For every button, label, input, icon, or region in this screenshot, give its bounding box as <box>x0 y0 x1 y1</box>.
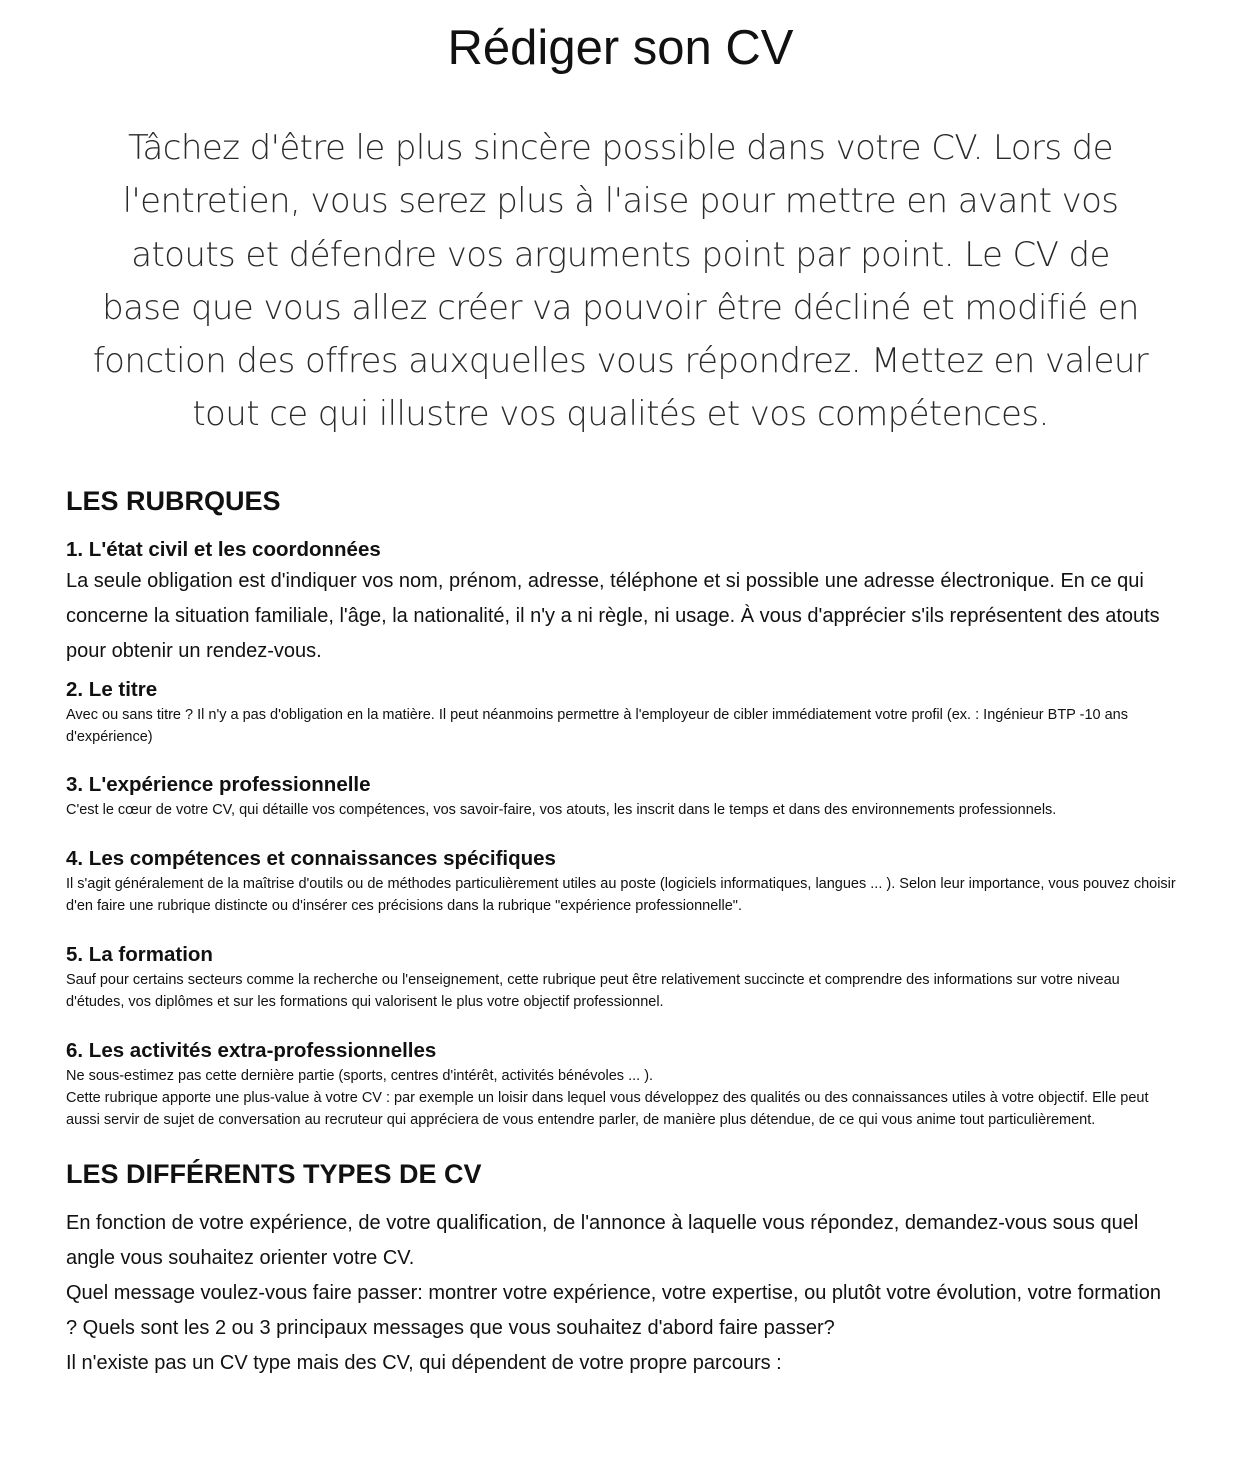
rubrique-text-competences: Il s'agit généralement de la maîtrise d'outils ou de méthodes particulièrement utiles au poste (logiciels informatiques, langues ... ). Selon leur importance, vous pouvez choisir d'en faire une rubrique distincte ou d'insérer ces précisions dans la rubrique "expérience professionnelle". <box>66 876 1176 914</box>
rubrique-title-competences: 4. Les compétences et connaissances spécifiques <box>66 847 556 870</box>
rubrique-text-experience: C'est le cœur de votre CV, qui détaille vos compétences, vos savoir-faire, vos atouts, les inscrit dans le temps et dans des environnements professionnels. <box>66 802 1057 818</box>
section-heading-types: LES DIFFÉRENTS TYPES DE CV <box>66 1159 482 1189</box>
page-title: Rédiger son CV <box>447 21 794 75</box>
types-paragraph-3: Il n'existe pas un CV type mais des CV, qui dépendent de votre propre parcours : <box>66 1352 782 1374</box>
types-paragraph-2: Quel message voulez-vous faire passer: montrer votre expérience, votre expertise, ou plutôt votre évolution, votre formation ? Quels sont les 2 ou 3 principaux messages que vous souhaitez d'abord faire passer? <box>66 1282 1161 1339</box>
types-paragraph-1: En fonction de votre expérience, de votre qualification, de l'annonce à laquelle vous répondez, demandez-vous sous quel angle vous souhaitez orienter votre CV. <box>66 1212 1139 1269</box>
rubrique-title-titre: 2. Le titre <box>66 678 158 701</box>
rubrique-title-formation: 5. La formation <box>66 943 213 966</box>
rubrique-text-formation: Sauf pour certains secteurs comme la recherche ou l'enseignement, cette rubrique peut être relativement succincte et comprendre des informations sur votre niveau d'études, vos diplômes et sur les formations qui valorisent le plus votre objectif professionnel. <box>66 972 1120 1010</box>
rubrique-title-experience: 3. L'expérience professionnelle <box>66 773 371 796</box>
rubrique-title-activites: 6. Les activités extra-professionnelles <box>66 1039 437 1062</box>
rubrique-text-activites-2: Cette rubrique apporte une plus-value à votre CV : par exemple un loisir dans lequel vous développez des qualités ou des connaissances utiles à votre objectif. Elle peut aussi servir de sujet de conversation au recruteur qui appréciera de vous entendre parler, de manière plus détendue, de ce qui vous anime tout particulièrement. <box>66 1090 1149 1128</box>
rubrique-text-activites-1: Ne sous-estimez pas cette dernière partie (sports, centres d'intérêt, activités bénévoles ... ). <box>66 1068 654 1084</box>
rubrique-text-etat-civil: La seule obligation est d'indiquer vos nom, prénom, adresse, téléphone et si possible une adresse électronique. En ce qui concerne la situation familiale, l'âge, la nationalité, il n'y a ni règle, ni usage. À vous d'apprécier s'ils représentent des atouts pour obtenir un rendez-vous. <box>66 570 1160 662</box>
intro-paragraph: Tâchez d'être le plus sincère possible dans votre CV. Lors de l'entretien, vous serez plus à l'aise pour mettre en avant vos atouts et défendre vos arguments point par point. Le CV de base que vous allez créer va pouvoir être décliné et modifié en fonction des offres auxquelles vous répondrez. Mettez en valeur tout ce qui illustre vos qualités et vos compétences. <box>92 128 1149 435</box>
main-content <box>66 482 1176 1381</box>
rubrique-text-titre: Avec ou sans titre ? Il n'y a pas d'obligation en la matière. Il peut néanmoins permettre à l'employeur de cibler immédiatement votre profil (ex. : Ingénieur BTP -10 ans d'expérience) <box>66 707 1128 745</box>
section-heading-rubriques: LES RUBRQUES <box>66 486 281 516</box>
rubrique-title-etat-civil: 1. L'état civil et les coordonnées <box>66 538 381 561</box>
